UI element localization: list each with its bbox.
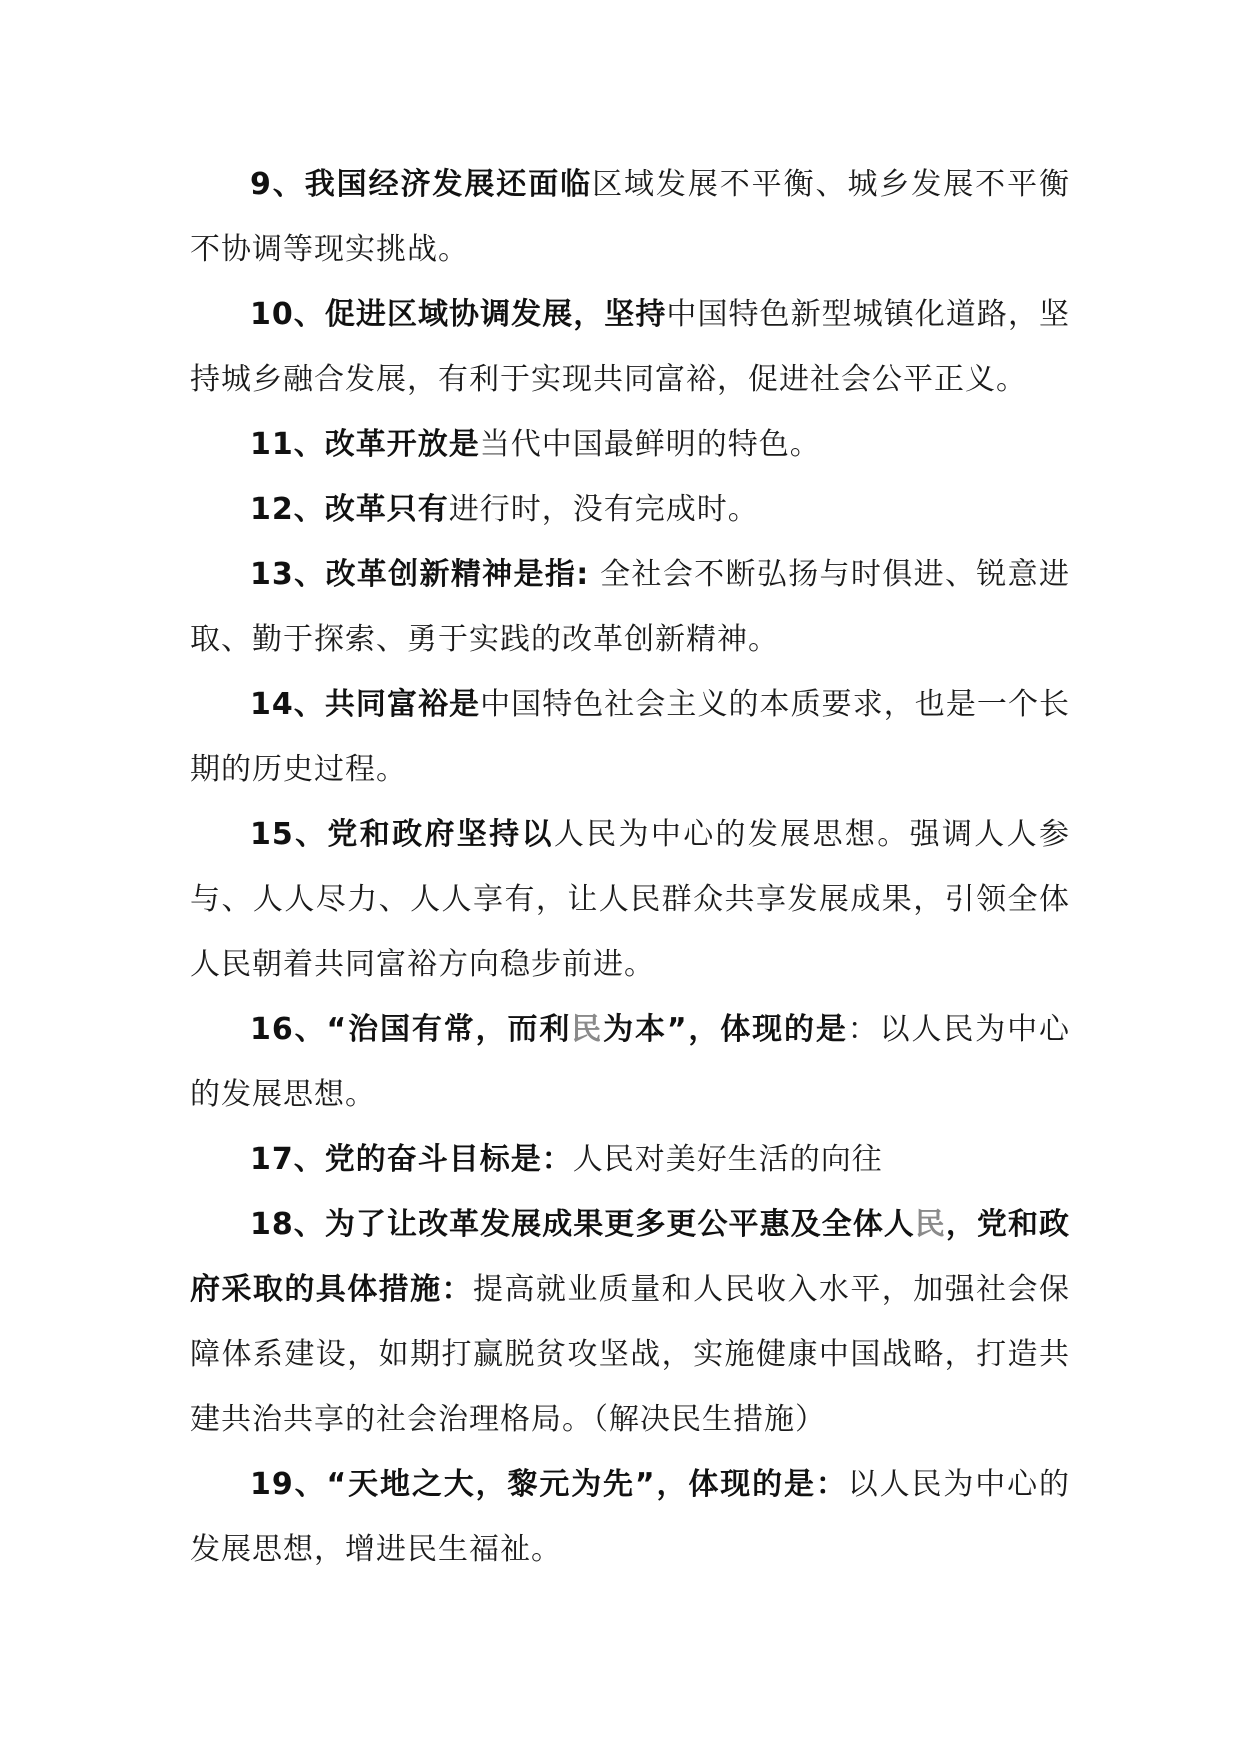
item-12 [190,477,1070,542]
item-11-heading: 11、改革开放是 [250,427,480,462]
item-10 [190,282,1070,412]
item-9-heading: 9、我国经济发展还面临 [250,167,593,202]
item-19-body: 以人民为中心的发展思想，增进民生福祉。 [190,1467,1071,1567]
item-11 [190,412,1070,477]
item-16 [190,997,1070,1127]
item-15-heading: 15、党和政府坚持以 [250,817,554,852]
item-14 [190,672,1070,802]
item-18-gray-char: 民 [914,1207,946,1242]
item-11-body: 当代中国最鲜明的特色。 [479,427,821,462]
item-18-heading-part2: ，党和政府采取的具体措施： [190,1207,1071,1307]
item-17 [190,1127,1070,1192]
item-10-body: 中国特色新型城镇化道路，坚持城乡融合发展，有利于实现共同富裕，促进社会公平正义。 [190,297,1071,397]
item-12-body: 进行时，没有完成时。 [448,492,759,527]
item-12-heading: 12、改革只有 [250,492,449,527]
item-18 [190,1192,1070,1452]
item-17-heading: 17、党的奋斗目标是： [250,1142,573,1177]
item-15-body: 人民为中心的发展思想。强调人人参与、人人尽力、人人享有，让人民群众共享发展成果，引领全体人民朝着共同富裕方向稳步前进。 [190,817,1070,982]
item-14-heading: 14、共同富裕是 [250,687,481,722]
item-18-heading-part1: 18、为了让改革发展成果更多更公平惠及全体人 [250,1207,915,1242]
item-14-body: 中国特色社会主义的本质要求，也是一个长期的历史过程。 [190,687,1071,787]
item-19 [190,1452,1070,1582]
item-19-heading: 19、“天地之大，黎元为先”，体现的是： [250,1467,848,1502]
item-13 [190,542,1070,672]
item-18-body: 提高就业质量和人民收入水平，加强社会保障体系建设，如期打赢脱贫攻坚战，实施健康中国战略，打造共建共治共享的社会治理格局。（解决民生措施） [190,1272,1070,1437]
item-16-heading-part1: 16、“治国有常，而利 [250,1012,572,1047]
item-13-heading: 13、改革创新精神是指: [250,557,590,592]
item-17-body: 人民对美好生活的向往 [572,1142,883,1177]
item-16-gray-char: 民 [571,1012,604,1047]
item-16-body: ：以人民为中心的发展思想。 [190,1012,1071,1112]
item-9-body: 区域发展不平衡、城乡发展不平衡不协调等现实挑战。 [190,167,1071,267]
item-10-heading: 10、促进区域协调发展，坚持 [250,297,667,332]
item-13-body: 全社会不断弘扬与时俱进、锐意进取、勤于探索、勇于实践的改革创新精神。 [190,557,1070,657]
item-9 [190,152,1070,282]
document-page [190,152,1070,1582]
item-16-heading-part2: 为本”，体现的是 [603,1012,848,1047]
item-15 [190,802,1070,997]
